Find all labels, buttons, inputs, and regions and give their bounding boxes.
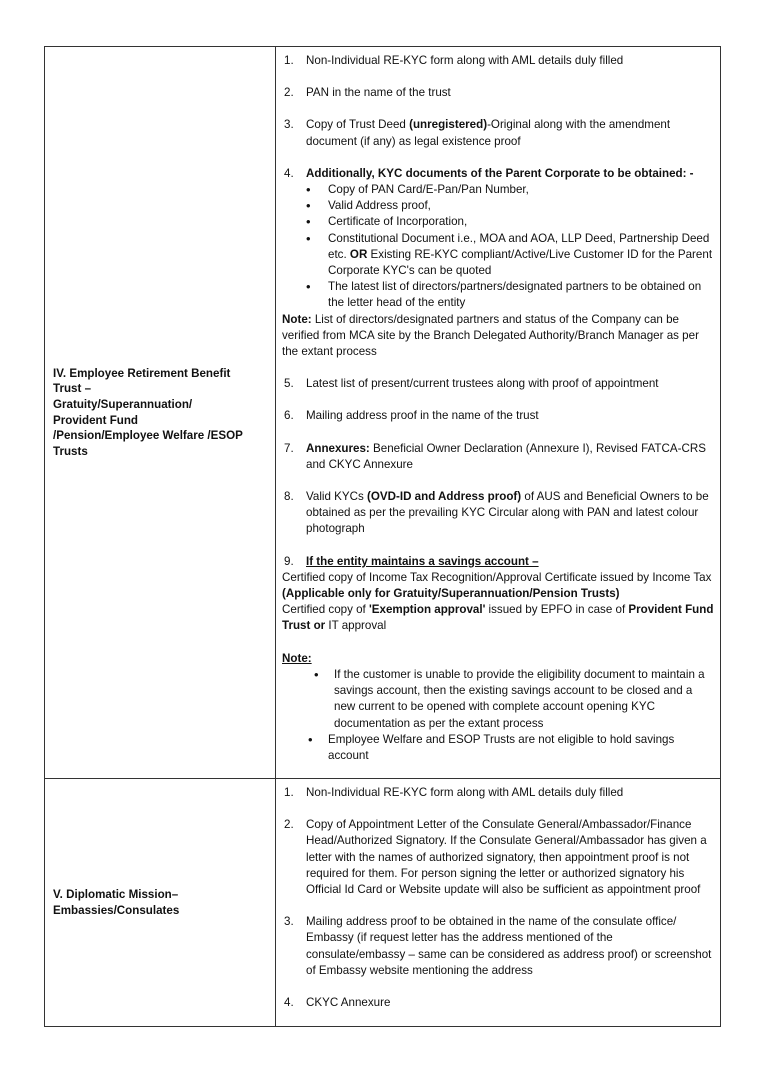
bullet-item: • Certificate of Incorporation, [306,214,714,230]
bullet-item: • If the customer is unable to provide the eligibility document to maintain a savings account, then the existing savings account to be closed and a new current to be opened with complete account opening KYC documentation as per the extant process [314,667,714,732]
entity-type-line: Trusts [53,444,88,458]
entity-type-line: IV. Employee Retirement Benefit [53,366,231,380]
list-item: 3. Copy of Trust Deed (unregistered)-Original along with the amendment document (if any) as legal existence proof [284,118,671,148]
list-item: 4. CKYC Annexure [284,996,391,1010]
entity-type-line: Embassies/Consulates [53,903,180,917]
kyc-requirements-table [44,46,721,1027]
entity-type-line: /Pension/Employee Welfare /ESOP [53,429,243,443]
bullet-item: • Copy of PAN Card/E-Pan/Pan Number, [306,182,714,198]
entity-type-line: Gratuity/Superannuation/ [53,397,193,411]
entity-type-line: V. Diplomatic Mission– [53,887,179,901]
list-item: 2. Copy of Appointment Letter of the Consulate General/Ambassador/Finance Head/Authorized Signatory. If the Consulate General/Ambassador has given a letter with the names of authorized signatory, then appointment proof is not required for them. For person signing the letter or authorized signatory his Official Id Card or Website update will also be sufficient as appointment proof [284,818,707,897]
note-paragraph: Note: List of directors/designated partners and status of the Company can be verified from MCA site by the Branch Delegated Authority/Branch Manager as per the extant process [282,312,699,359]
list-item: 2. PAN in the name of the trust [284,86,451,100]
note-bullets [282,667,714,764]
requirements-cell [276,779,721,1027]
bullet-item: • Valid Address proof, [306,198,714,214]
list-item: 9. If the entity maintains a savings account – [284,554,539,568]
table-row [45,47,721,779]
entity-type-cell [45,47,276,779]
note-heading: Note: [282,651,312,665]
list-item: 1. Non-Individual RE-KYC form along with AML details duly filled [284,786,624,799]
savings-account-requirement: Certified copy of 'Exemption approval' issued by EPFO in case of Provident Fund Trust or IT approval [282,603,714,633]
parent-corporate-docs-list [282,182,714,312]
list-item: 7. Annexures: Beneficial Owner Declaration (Annexure I), Revised FATCA-CRS and CKYC Annexure [284,441,706,471]
bullet-item: • Constitutional Document i.e., MOA and AOA, LLP Deed, Partnership Deed etc. OR Existing RE-KYC compliant/Active/Live Customer ID for the Parent Corporate KYC's can be quoted [306,231,714,280]
bullet-item: • The latest list of directors/partners/designated partners to be obtained on the letter head of the entity [306,279,714,311]
savings-account-requirement: Certified copy of Income Tax Recognition/Approval Certificate issued by Income Tax (Applicable only for Gratuity/Superannuation/Pension Trusts) [282,570,712,601]
list-item: 6. Mailing address proof in the name of the trust [284,409,539,423]
entity-type-cell [45,779,276,1027]
list-item: 3. Mailing address proof to be obtained in the name of the consulate office/ Embassy (if request letter has the address mentioned of the consulate/embassy – same can be considered as address proof) or screenshot of Embassy website mentioning the address [284,915,712,977]
entity-type-line: Provident Fund [53,413,139,427]
requirements-cell [276,47,721,779]
bullet-item: • Employee Welfare and ESOP Trusts are not eligible to hold savings account [308,732,714,764]
table-row [45,779,721,1027]
list-item: 1. Non-Individual RE-KYC form along with AML details duly filled [284,54,624,67]
list-item: 4. Additionally, KYC documents of the Parent Corporate to be obtained: - [284,166,694,180]
list-item: 8. Valid KYCs (OVD-ID and Address proof) of AUS and Beneficial Owners to be obtained as per the prevailing KYC Circular along with PAN and latest colour photograph [284,490,709,536]
entity-type-line: Trust – [53,382,92,396]
list-item: 5. Latest list of present/current trustees along with proof of appointment [284,377,659,391]
